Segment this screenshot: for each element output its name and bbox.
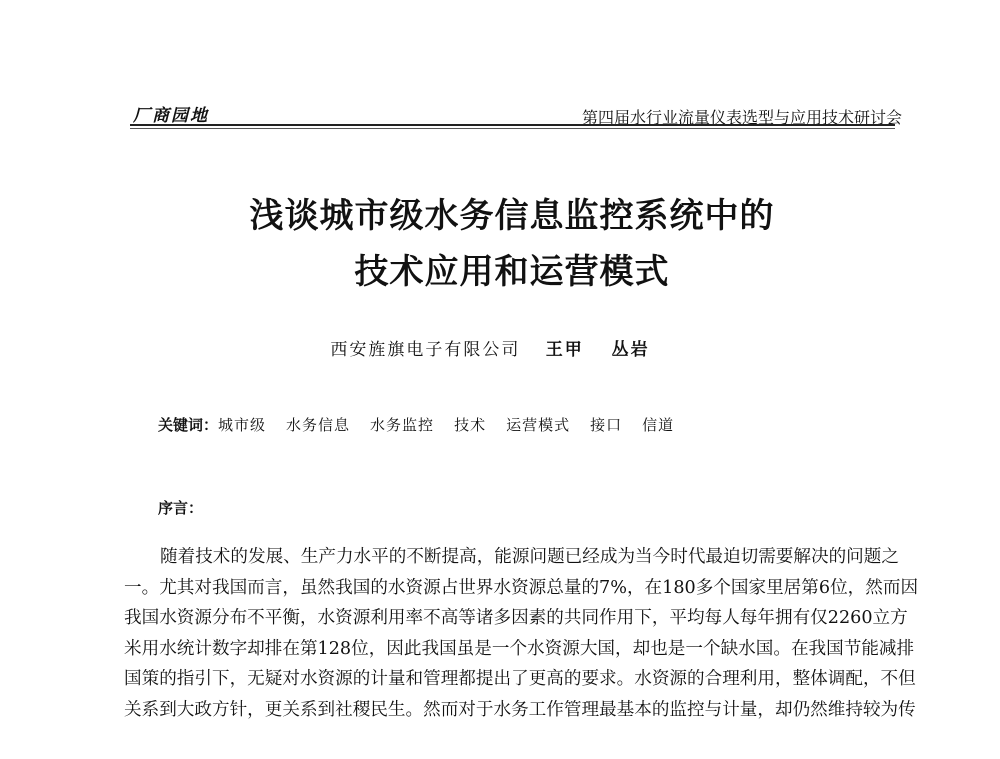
conference-name: 第四届水行业流量仪表选型与应用技术研讨会 <box>581 108 902 127</box>
keyword: 信道 <box>642 416 675 434</box>
title-line-2: 技术应用和运营模式 <box>354 252 670 292</box>
body-line: 一。尤其对我国而言，虽然我国的水资源占世界水资源总量的7%，在180多个国家里居第6位，然而因 <box>124 577 919 598</box>
body-line: 米用水统计数字却排在第128位，因此我国虽是一个水资源大国，却也是一个缺水国。在我国节能减排 <box>124 638 915 659</box>
keyword: 运营模式 <box>506 416 571 434</box>
title-line-1: 浅谈城市级水务信息监控系统中的 <box>249 196 775 236</box>
body-paragraph <box>124 542 919 725</box>
body-line: 我国水资源分布不平衡，水资源利用率不高等诸多因素的共同作用下，平均每人每年拥有仅2260立方 <box>124 608 908 628</box>
section-tag: 厂商园地 <box>133 106 209 126</box>
author-block <box>0 335 1000 360</box>
author-name: 王甲 <box>545 340 584 360</box>
preface-heading: 序言： <box>158 499 204 517</box>
keyword: 接口 <box>590 416 623 434</box>
header-rule-thin <box>130 128 895 129</box>
header-rule <box>130 124 895 126</box>
keyword: 城市级 <box>218 416 267 434</box>
keywords-label: 关键词： <box>158 416 219 434</box>
body-line: 随着技术的发展、生产力水平的不断提高，能源问题已经成为当今时代最迫切需要解决的问题之 <box>160 547 899 567</box>
keyword: 水务监控 <box>370 416 435 434</box>
keyword: 水务信息 <box>286 416 351 434</box>
keywords <box>158 414 694 435</box>
organization: 西安旌旗电子有限公司 <box>330 340 521 360</box>
author-name: 丛岩 <box>611 340 650 360</box>
body-line: 国策的指引下，无疑对水资源的计量和管理都提出了更高的要求。水资源的合理利用，整体调配，不但 <box>124 669 916 689</box>
author-names <box>546 340 670 360</box>
keyword: 技术 <box>454 416 487 434</box>
body-line: 关系到大政方针，更关系到社稷民生。然而对于水务工作管理最基本的监控与计量，却仍然维持较为传 <box>124 699 916 720</box>
